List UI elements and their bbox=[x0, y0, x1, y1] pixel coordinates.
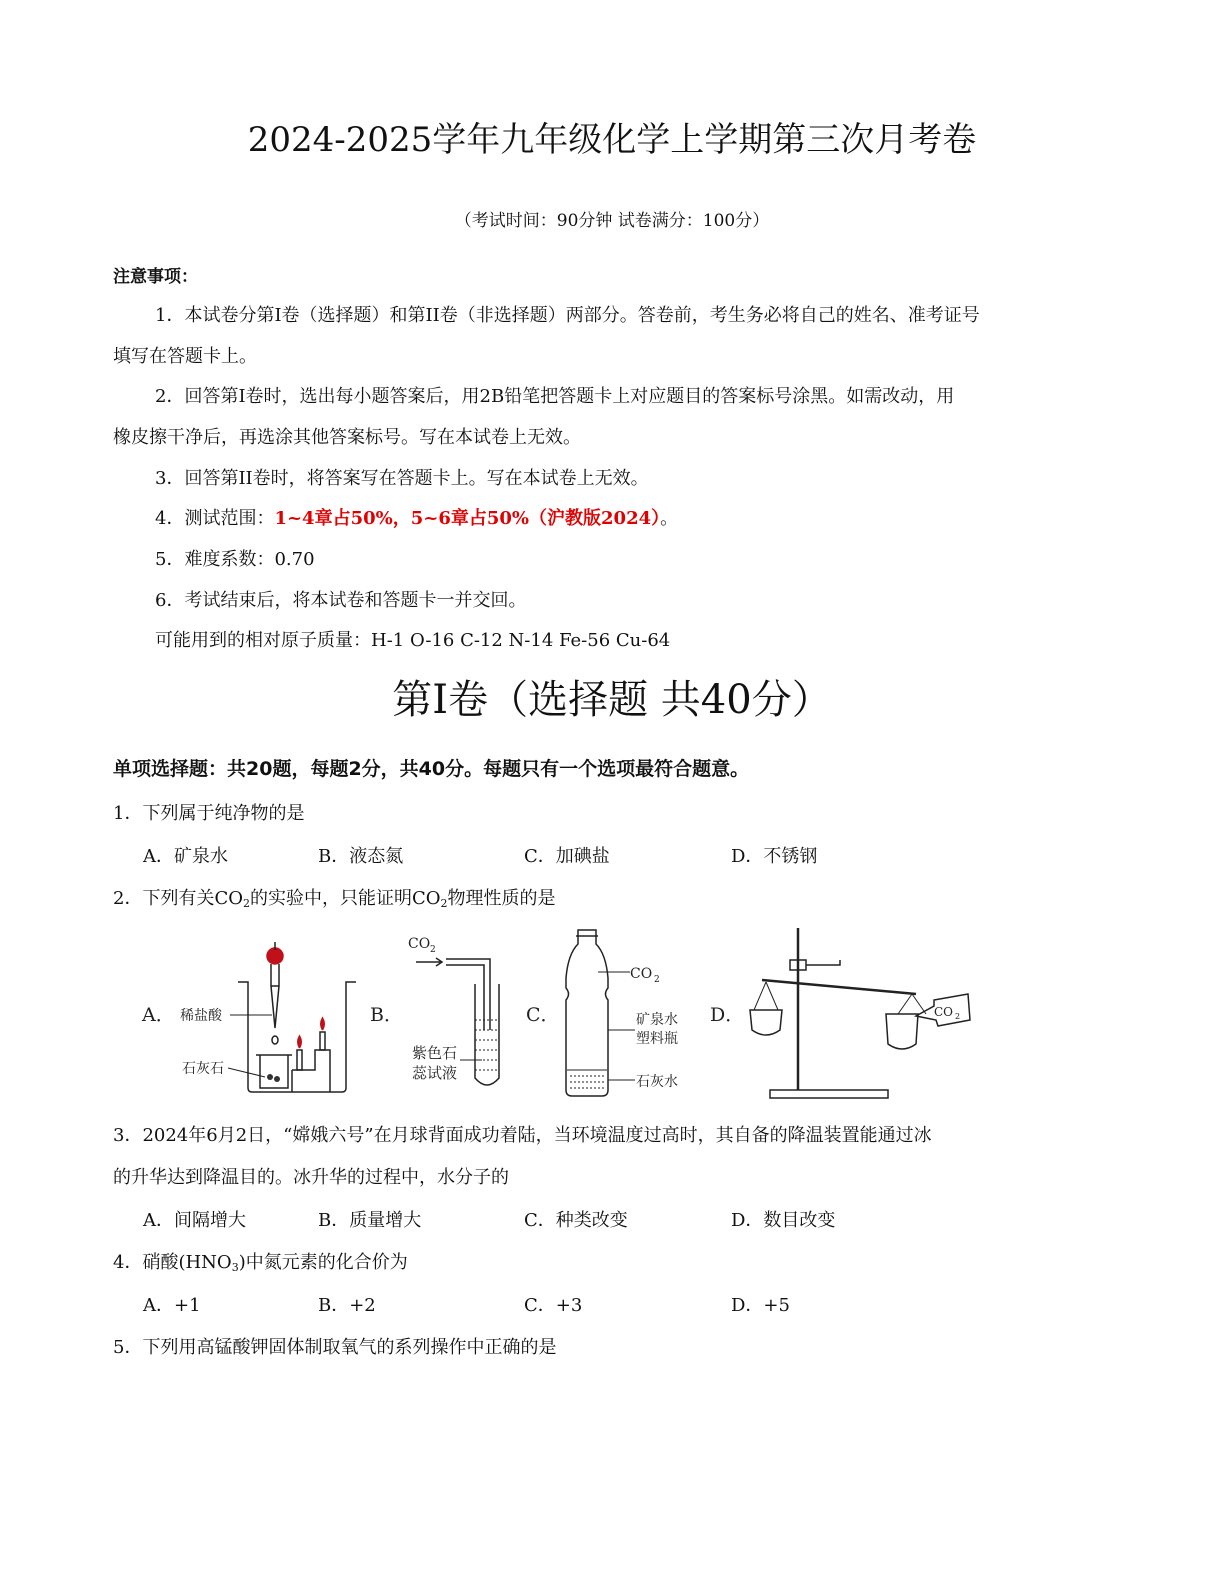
beaker-icon bbox=[238, 982, 356, 1092]
atomic-masses: 可能用到的相对原子质量：H-1 O-16 C-12 N-14 Fe-56 Cu-64 bbox=[155, 630, 671, 651]
notice-item-1-line2: 填写在答题卡上。 bbox=[113, 346, 257, 367]
drop-icon bbox=[272, 1036, 278, 1044]
label-co2-c: CO bbox=[630, 966, 653, 982]
question-1-option-a: A．矿泉水 bbox=[143, 846, 228, 867]
notice-item-3: 3．回答第II卷时，将答案写在答题卡上。写在本试卷上无效。 bbox=[155, 468, 649, 489]
paper-bag-left-icon bbox=[750, 1010, 782, 1035]
label-mineral-water: 矿泉水 bbox=[636, 1012, 678, 1028]
q4-sub: 3 bbox=[231, 1261, 239, 1274]
figure-label-c: C． bbox=[526, 1004, 560, 1026]
label-plastic-bottle: 塑料瓶 bbox=[636, 1031, 678, 1047]
label-litmus-1: 紫色石 bbox=[412, 1044, 458, 1062]
label-co2-d: CO bbox=[934, 1005, 954, 1019]
q2-sub-2: 2 bbox=[440, 897, 448, 910]
paper-bag-right-icon bbox=[886, 1014, 918, 1049]
notice-item-2-line1: 2．回答第I卷时，选出每小题答案后，用2B铅笔把答题卡上对应题目的答案标号涂黑。如需改动，用 bbox=[155, 386, 955, 407]
label-limewater: 石灰水 bbox=[636, 1074, 678, 1090]
q2-stem-a: 2．下列有关CO bbox=[113, 888, 243, 909]
small-beaker-icon bbox=[256, 1055, 292, 1088]
question-4-option-a: A．+1 bbox=[143, 1295, 201, 1316]
question-2-figure bbox=[130, 920, 990, 1110]
notice-item-5: 5．难度系数：0.70 bbox=[155, 549, 315, 570]
section-title: 第I卷（选择题 共40分） bbox=[392, 677, 832, 723]
label-litmus-2: 蕊试液 bbox=[412, 1064, 458, 1082]
exam-meta: （考试时间：90分钟 试卷满分：100分） bbox=[454, 211, 770, 231]
question-4-stem bbox=[113, 1248, 408, 1274]
q2-stem-b: 的实验中，只能证明CO bbox=[249, 888, 441, 909]
q4-stem-b: )中氮元素的化合价为 bbox=[238, 1252, 408, 1273]
question-1-option-c: C．加碘盐 bbox=[524, 846, 610, 867]
label-co2-b: CO bbox=[408, 936, 431, 952]
test-scope-highlight: 1~4章占50%，5~6章占50%（沪教版2024） bbox=[274, 508, 661, 529]
figure-label-a: A． bbox=[142, 1004, 175, 1026]
notice-item-6: 6．考试结束后，将本试卷和答题卡一并交回。 bbox=[155, 590, 527, 611]
svg-text:2: 2 bbox=[654, 975, 660, 985]
q2-sub-1: 2 bbox=[242, 897, 250, 910]
question-4-option-c: C．+3 bbox=[524, 1295, 583, 1316]
svg-text:2: 2 bbox=[430, 945, 436, 955]
question-1-stem: 1．下列属于纯净物的是 bbox=[113, 803, 305, 824]
figure-label-b: B． bbox=[370, 1004, 403, 1026]
question-1-option-d: D．不锈钢 bbox=[731, 846, 818, 867]
question-3-option-b: B．质量增大 bbox=[318, 1210, 422, 1231]
question-3-option-a: A．间隔增大 bbox=[143, 1210, 246, 1231]
q4-stem-a: 4．硝酸(HNO bbox=[113, 1252, 232, 1273]
question-2-stem bbox=[113, 884, 556, 910]
label-limestone: 石灰石 bbox=[182, 1061, 224, 1077]
notice-item-2-line2: 橡皮擦干净后，再选涂其他答案标号。写在本试卷上无效。 bbox=[113, 427, 581, 448]
label-dilute-hcl: 稀盐酸 bbox=[180, 1008, 222, 1024]
q2-stem-c: 物理性质的是 bbox=[447, 888, 556, 909]
dropper-bulb-icon bbox=[267, 948, 283, 964]
svg-text:2: 2 bbox=[955, 1012, 961, 1021]
question-3-stem-line1: 3．2024年6月2日，“嫦娥六号”在月球背面成功着陆，当环境温度过高时，其自备的降温装置能通过冰 bbox=[113, 1125, 932, 1146]
notice-item-4-suffix: 。 bbox=[660, 508, 679, 529]
question-5-stem: 5．下列用高锰酸钾固体制取氧气的系列操作中正确的是 bbox=[113, 1337, 557, 1358]
question-4-option-b: B．+2 bbox=[318, 1295, 376, 1316]
balance-beam-icon bbox=[762, 980, 916, 994]
question-1-option-b: B．液态氮 bbox=[318, 846, 404, 867]
single-choice-intro: 单项选择题：共20题，每题2分，共40分。每题只有一个选项最符合题意。 bbox=[113, 758, 750, 780]
question-3-stem-line2: 的升华达到降温目的。冰升华的过程中，水分子的 bbox=[113, 1167, 509, 1188]
plastic-bottle-icon bbox=[566, 930, 608, 1096]
notice-heading: 注意事项： bbox=[113, 267, 198, 287]
delivery-tube-icon bbox=[446, 959, 490, 1030]
figure-label-d: D． bbox=[710, 1004, 745, 1026]
candle-low-icon bbox=[297, 1050, 302, 1070]
page-title: 2024-2025学年九年级化学上学期第三次月考卷 bbox=[247, 120, 977, 160]
notice-item-4 bbox=[155, 504, 678, 530]
question-4-option-d: D．+5 bbox=[731, 1295, 790, 1316]
stand-base-icon bbox=[770, 1090, 888, 1098]
question-3-option-d: D．数目改变 bbox=[731, 1210, 836, 1231]
notice-item-1-line1: 1．本试卷分第I卷（选择题）和第II卷（非选择题）两部分。答卷前，考生务必将自己的姓名、准考证号 bbox=[155, 305, 980, 326]
notice-item-4-prefix: 4．测试范围： bbox=[155, 508, 275, 529]
question-3-option-c: C．种类改变 bbox=[524, 1210, 628, 1231]
arrow-icon bbox=[416, 958, 442, 966]
candle-high-icon bbox=[320, 1032, 325, 1050]
